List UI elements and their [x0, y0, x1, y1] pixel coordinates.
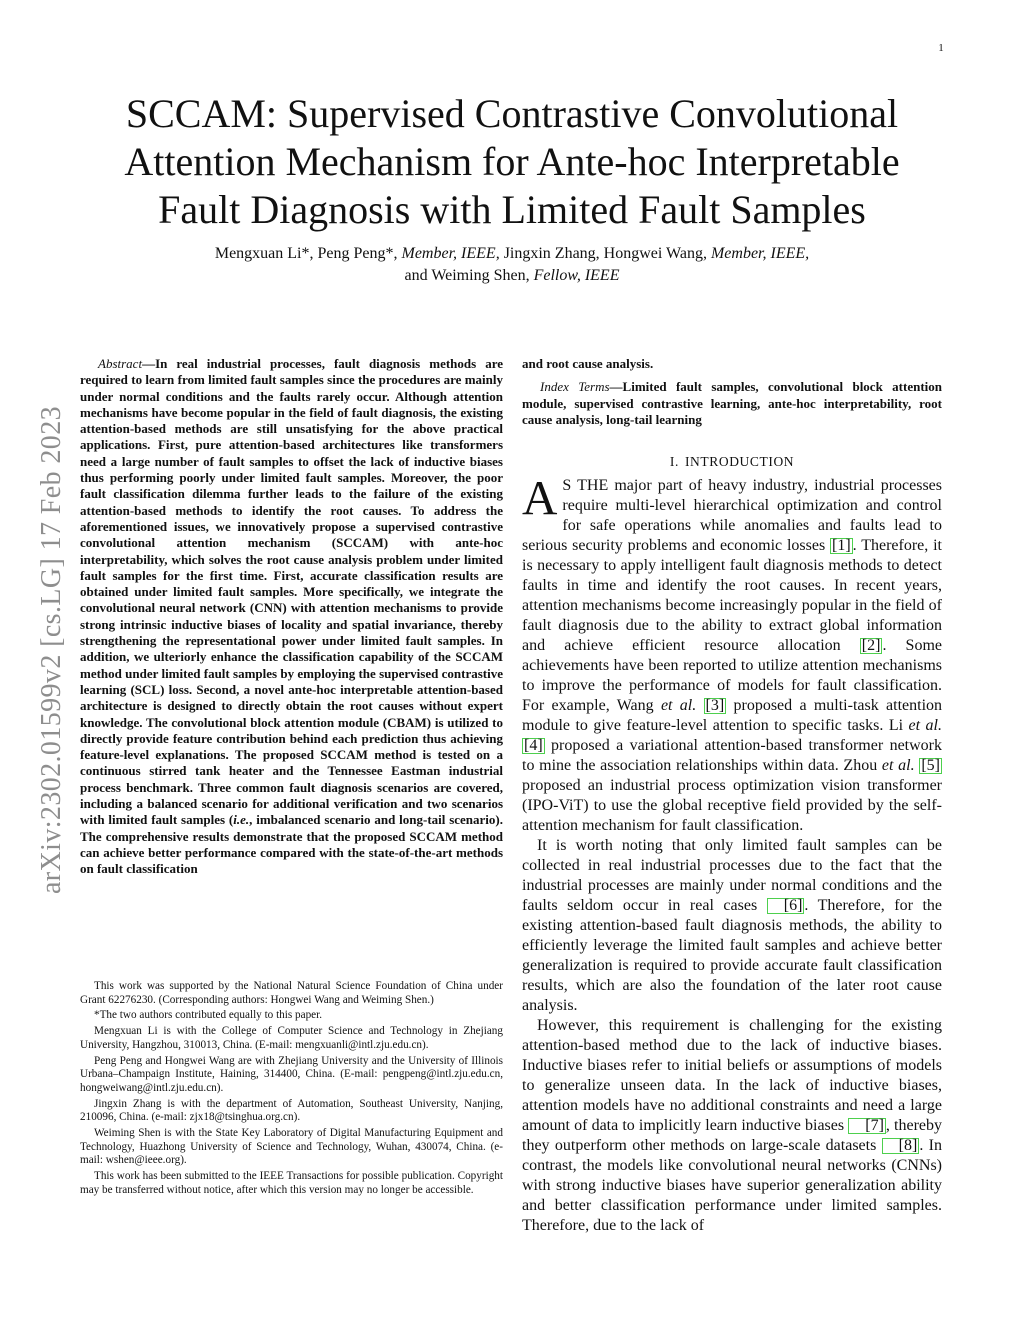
paragraph [522, 1016, 942, 1236]
footnote: Mengxuan Li is with the College of Computer Science and Technology in Zhejiang University, Hangzhou, 310013, China. (E-mail: mengxuanli@intl.zju.edu.cn). [80, 1025, 503, 1051]
text: It is worth noting that only limited fault samples can be collected in real industrial processes due to the fact that the industrial processes are mainly under normal conditions and the faults seldom occur in real cases [522, 837, 942, 915]
author-membership: Member, IEEE, [710, 245, 810, 262]
author-membership: Member, IEEE, [401, 245, 500, 262]
citation-link[interactable]: [1] [832, 537, 851, 555]
footnote: This work has been submitted to the IEEE Transactions for possible publication. Copyright may be transferred without notice, after which this version may no longer be accessible. [80, 1170, 503, 1196]
citation-link[interactable]: [8] [882, 1138, 920, 1154]
citation-link[interactable]: [6] [767, 898, 805, 914]
text: proposed a variational attention-based transformer network to mine the association relationships within data. Zhou [522, 737, 942, 775]
text: et al. [881, 757, 915, 775]
text: proposed an industrial process optimization vision transformer (IPO-ViT) to use the global receptive field provided by the self-attention mechanism for fault classification. [522, 777, 942, 835]
right-column [522, 356, 942, 1236]
abstract-text: —In real industrial processes, fault diagnosis methods are required to learn from limited fault samples since the procedures are mainly under normal conditions and the faults rarely occur. Although attention mechanisms have become popular in the field of fault diagnosis, the existing attention-based methods are still unsatisfying for the above practical applications. First, pure attention-based architectures like transformers need a large number of fault samples to offset the lack of inductive biases thus performing poorly under limited fault samples. Moreover, the poor fault classification dilemma further leads to the failure of the existing attention-based methods to identify the root causes. To address the aforementioned issues, we innovatively propose a supervised contrastive convolutional attention mechanism (SCCAM) with ante-hoc interpretability, which solves the root cause analysis problem under limited fault samples for the first time. First, accurate classification results are obtained under limited fault samples. More specifically, we integrate the convolutional neural network (CNN) with attention mechanisms to provide strong intrinsic inductive biases of locality and spatial invariance, thereby strengthening the representational power under limited fault samples. In addition, we ulteriorly enhance the classification capability of the SCCAM method under limited fault samples by employing the supervised contrastive learning (SCL) loss. Second, a novel ante-hoc interpretable attention-based architecture is designed to directly obtain the root causes without expert knowledge. The convolutional block attention module (CBAM) is utilized to directly provide feature contribution behind each prediction thus achieving feature-level explanations. The proposed SCCAM method is tested on a continuous stirred tank heater and the Tennessee Eastman industrial process benchmark. Three common fault diagnosis scenarios are covered, including a balanced scenario for additional verification and two scenarios with limited fault samples ( [80, 356, 503, 828]
text: . Therefore, for the existing attention-based fault diagnosis methods, the ability to efficiently leverage the limited fault samples and achieve better generalization is required to provide accurate fault classification results, which are also the foundation of the later root cause analysis. [522, 897, 942, 1015]
text: et al. [660, 697, 697, 715]
title-line: SCCAM: Supervised Contrastive Convolutional [125, 91, 899, 136]
author-names: Jingxin Zhang, Hongwei Wang, [503, 245, 707, 262]
index-terms-label: Index Terms [540, 379, 610, 395]
abstract-continuation: and root cause analysis. [522, 356, 654, 371]
text: S THE major part of heavy industry, industrial processes require multi-level hierarchical optimization and control for safe operations while anomalies and faults lead to serious security problems and economic losses [522, 477, 942, 555]
arxiv-identifier-stamp: arXiv:2302.01599v2 [cs.LG] 17 Feb 2023 [36, 405, 67, 895]
title-line: Attention Mechanism for Ante-hoc Interpretable [124, 139, 900, 184]
index-terms-text: —Limited fault samples, convolutional block attention module, supervised contrastive learning, ante-hoc interpretability, root cause analysis, long-tail learning [522, 379, 942, 427]
title-line: Fault Diagnosis with Limited Fault Samples [158, 187, 866, 232]
abstract-text: , imbalanced scenario and long-tail scenario). The comprehensive results demonstrate that the proposed SCCAM method can achieve better performance compared with the state-of-the-art methods on fault classification [80, 812, 503, 877]
drop-cap: A [522, 470, 558, 526]
paper-title [80, 90, 944, 234]
left-column [80, 356, 503, 878]
author-line [80, 243, 944, 265]
text: However, this requirement is challenging for the existing attention-based method due to the lack of inductive biases. Inductive biases refer to initial beliefs or assumptions of models to generalize unseen data. In the lack of inductive biases, attention models have no additional constraints and need a large amount of data to implicitly learn inductive biases [522, 1017, 942, 1135]
abstract [80, 356, 503, 878]
abstract-label: Abstract [98, 356, 143, 371]
abstract-text: i.e. [233, 812, 250, 828]
text: . Some achievements have been reported to utilize attention mechanisms to improve the performance of models for fault classification. For example, Wang [522, 637, 942, 715]
author-line [80, 265, 944, 287]
footnote: This work was supported by the National Natural Science Foundation of China under Grant 62276230. (Corresponding authors: Hongwei Wang and Weiming Shen.) [80, 980, 503, 1006]
citation-link[interactable]: [4] [524, 737, 543, 755]
author-names: Mengxuan Li*, Peng Peng*, [214, 245, 398, 262]
paragraph [522, 470, 943, 836]
footnote: Peng Peng and Hongwei Wang are with Zhejiang University and the University of Illinois Urbana–Champaign Institute, Haining, 314400, China. (E-mail: pengpeng@intl.zju.edu.cn, hongweiwang@intl.zju.edu.cn). [80, 1054, 503, 1094]
page-number: 1 [938, 42, 944, 54]
section-title: NTRODUCTION [690, 454, 795, 470]
index-terms [522, 379, 942, 428]
author-list [80, 243, 944, 287]
text: et al. [908, 717, 942, 735]
paragraph [522, 836, 942, 1016]
footnote: Jingxin Zhang is with the department of Automation, Southeast University, Nanjing, 210096, China. (e-mail: zjx18@tsinghua.org.cn). [80, 1097, 503, 1124]
text: . In contrast, the models like convolutional neural networks (CNNs) with strong inductive biases have superior generalization ability and better classification performance under limited samples. Therefore, due to the lack of [522, 1137, 942, 1235]
citation-link[interactable]: [3] [705, 697, 725, 715]
citation-link[interactable]: [7] [848, 1118, 886, 1134]
author-names: and Weiming Shen, [404, 267, 530, 284]
text: . Therefore, it is necessary to apply intelligent fault diagnosis methods to detect faults in time and identify the root causes. In recent years, attention mechanisms become increasingly popular in the field of fault diagnosis due to the ability to extract global information and achieve efficient resource allocation [522, 537, 942, 655]
section-heading [522, 454, 942, 470]
citation-link[interactable]: [2] [861, 637, 881, 655]
section-number: I. [669, 454, 679, 470]
footnotes [80, 980, 503, 1200]
text: , thereby they outperform other methods on large-scale datasets [522, 1117, 943, 1155]
footnote: *The two authors contributed equally to this paper. [94, 1009, 323, 1022]
author-membership: Fellow, IEEE [533, 267, 620, 284]
text: proposed a multi-task attention module to give feature-level attention to specific tasks. Li [522, 697, 943, 735]
section-title: I [684, 454, 691, 470]
footnote: Weiming Shen is with the State Key Laboratory of Digital Manufacturing Equipment and Technology, Huazhong University of Science and Technology, Wuhan, 430074, China. (e-mail: wshen@ieee.org). [80, 1127, 503, 1167]
text [696, 697, 703, 714]
citation-link[interactable]: [5] [921, 757, 940, 775]
